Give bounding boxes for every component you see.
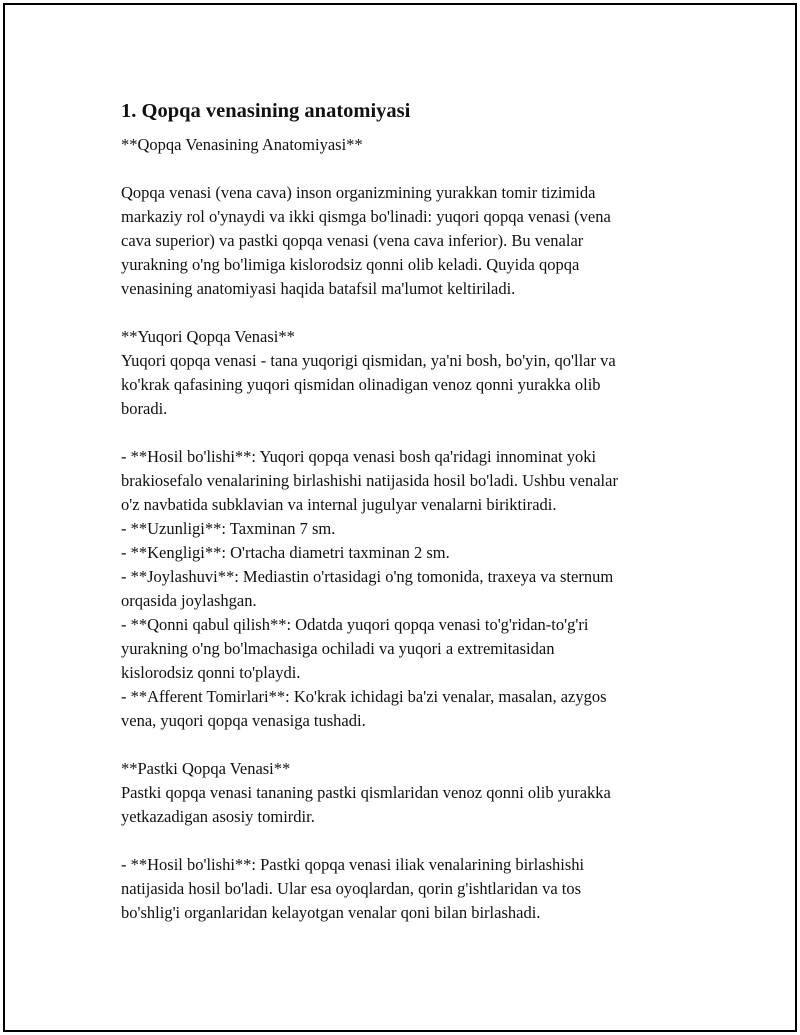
- text-line: - **Uzunligi**: Taxminan 7 sm.: [121, 519, 336, 538]
- document-page: [3, 3, 797, 1032]
- text-line: vena, yuqori qopqa venasiga tushadi.: [121, 711, 366, 730]
- blank-line: [121, 301, 701, 325]
- text-line: **Pastki Qopqa Venasi**: [121, 759, 291, 778]
- text-line: orqasida joylashgan.: [121, 591, 257, 610]
- text-line: kislorodsiz qonni to'playdi.: [121, 663, 301, 682]
- text-line: - **Afferent Tomirlari**: Ko'krak ichidagi ba'zi venalar, masalan, azygos: [121, 687, 607, 706]
- text-line: - **Joylashuvi**: Mediastin o'rtasidagi o'ng tomonida, traxeya va sternum: [121, 567, 614, 586]
- text-line: - **Hosil bo'lishi**: Pastki qopqa venasi iliak venalarining birlashishi: [121, 855, 585, 874]
- text-line: bo'shlig'i organlaridan kelayotgan venalar qoni bilan birlashadi.: [121, 903, 541, 922]
- text-line: Yuqori qopqa venasi - tana yuqorigi qismidan, ya'ni bosh, bo'yin, qo'llar va: [121, 351, 616, 370]
- text-line: venasining anatomiyasi haqida batafsil ma'lumot keltiriladi.: [121, 279, 516, 298]
- text-line: o'z navbatida subklavian va internal jugulyar venalarni biriktiradi.: [121, 495, 557, 514]
- blank-line: [121, 157, 701, 181]
- text-line: ko'krak qafasining yuqori qismidan olinadigan venoz qonni yurakka olib: [121, 375, 601, 394]
- document-content: [121, 97, 701, 925]
- blank-line: [121, 421, 701, 445]
- text-line: - **Hosil bo'lishi**: Yuqori qopqa venasi bosh qa'ridagi innominat yoki: [121, 447, 597, 466]
- text-line: markaziy rol o'ynaydi va ikki qismga bo'linadi: yuqori qopqa venasi (vena: [121, 207, 611, 226]
- text-line: yurakning o'ng bo'lmachasiga ochiladi va yuqori a extremitasidan: [121, 639, 555, 658]
- text-line: boradi.: [121, 399, 168, 418]
- text-line: - **Kengligi**: O'rtacha diametri taxminan 2 sm.: [121, 543, 450, 562]
- blank-line: [121, 829, 701, 853]
- text-line: **Qopqa Venasining Anatomiyasi**: [121, 135, 363, 154]
- page-title: 1. Qopqa venasining anatomiyasi: [121, 100, 411, 122]
- text-line: - **Qonni qabul qilish**: Odatda yuqori qopqa venasi to'g'ridan-to'g'ri: [121, 615, 589, 634]
- text-line: Pastki qopqa venasi tananing pastki qismlaridan venoz qonni olib yurakka: [121, 783, 611, 802]
- text-line: yetkazadigan asosiy tomirdir.: [121, 807, 315, 826]
- document-body: [121, 133, 701, 925]
- blank-line: [121, 733, 701, 757]
- text-line: cava superior) va pastki qopqa venasi (vena cava inferior). Bu venalar: [121, 231, 584, 250]
- text-line: Qopqa venasi (vena cava) inson organizmining yurakkan tomir tizimida: [121, 183, 596, 202]
- text-line: brakiosefalo venalarining birlashishi natijasida hosil bo'ladi. Ushbu venalar: [121, 471, 618, 490]
- text-line: natijasida hosil bo'ladi. Ular esa oyoqlardan, qorin g'ishtlaridan va tos: [121, 879, 582, 898]
- text-line: **Yuqori Qopqa Venasi**: [121, 327, 295, 346]
- text-line: yurakning o'ng bo'limiga kislorodsiz qonni olib keladi. Quyida qopqa: [121, 255, 580, 274]
